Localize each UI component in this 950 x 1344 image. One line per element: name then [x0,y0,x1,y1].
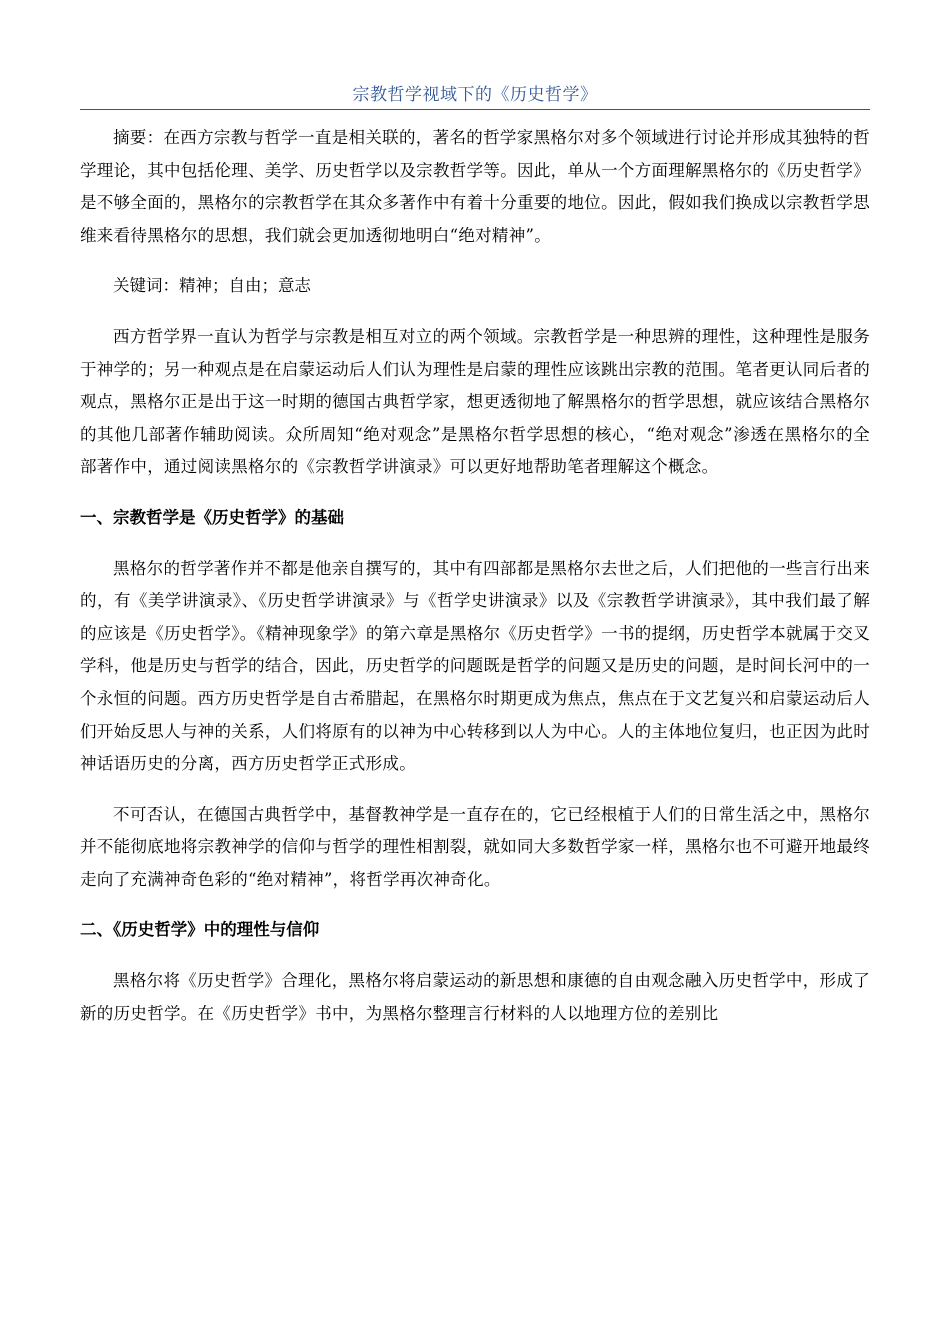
section-heading-2: 二、《历史哲学》中的理性与信仰 [80,920,320,940]
keywords-line: 关键词：精神；自由；意志 [113,276,311,296]
page-header-title: 宗教哲学视域下的《历史哲学》 [352,85,598,105]
document-body [80,120,870,1030]
intro-paragraph: 西方哲学界一直认为哲学与宗教是相互对立的两个领域。宗教哲学是一种思辨的理性，这种理性是服务于神学的；另一种观点是在启蒙运动后人们认为理性是启蒙的理性应该跳出宗教的范围。笔者更认同后者的观点，黑格尔正是出于这一时期的德国古典哲学家，想更透彻地了解黑格尔的哲学思想，就应该结合黑格尔的其他几部著作辅助阅读。众所周知“绝对观念”是黑格尔哲学思想的核心，“绝对观念”渗透在黑格尔的全部著作中，通过阅读黑格尔的《宗教哲学讲演录》可以更好地帮助笔者理解这个概念。 [80,326,870,477]
header-divider [80,109,870,110]
section1-paragraph-1: 黑格尔的哲学著作并不都是他亲自撰写的，其中有四部都是黑格尔去世之后，人们把他的一些言行出来的，有《美学讲演录》、《历史哲学讲演录》与《哲学史讲演录》以及《宗教哲学讲演录》，其中我们最了解的应该是《历史哲学》。《精神现象学》的第六章是黑格尔《历史哲学》一书的提纲，历史哲学本就属于交叉学科，他是历史与哲学的结合，因此，历史哲学的问题既是哲学的问题又是历史的问题，是时间长河中的一个永恒的问题。西方历史哲学是自古希腊起，在黑格尔时期更成为焦点，焦点在于文艺复兴和启蒙运动后人们开始反思人与神的关系，人们将原有的以神为中心转移到以人为中心。人的主体地位复归，也正因为此时神话语历史的分离，西方历史哲学正式形成。 [80,558,870,774]
section2-paragraph-1: 黑格尔将《历史哲学》合理化，黑格尔将启蒙运动的新思想和康德的自由观念融入历史哲学中，形成了新的历史哲学。在《历史哲学》书中，为黑格尔整理言行材料的人以地理方位的差别比 [80,971,870,1023]
abstract-paragraph: 摘要：在西方宗教与哲学一直是相关联的，著名的哲学家黑格尔对多个领域进行讨论并形成其独特的哲学理论，其中包括伦理、美学、历史哲学以及宗教哲学等。因此，单从一个方面理解黑格尔的《历史哲学》是不够全面的，黑格尔的宗教哲学在其众多著作中有着十分重要的地位。因此，假如我们换成以宗教哲学思维来看待黑格尔的思想，我们就会更加透彻地明白“绝对精神”。 [80,128,870,245]
section-heading-1: 一、宗教哲学是《历史哲学》的基础 [80,507,344,527]
section1-paragraph-2: 不可否认，在德国古典哲学中，基督教神学是一直存在的，它已经根植于人们的日常生活之中，黑格尔并不能彻底地将宗教神学的信仰与哲学的理性相割裂，就如同大多数哲学家一样，黑格尔也不可避开地最终走向了充满神奇色彩的“绝对精神”，将哲学再次神奇化。 [80,804,870,889]
